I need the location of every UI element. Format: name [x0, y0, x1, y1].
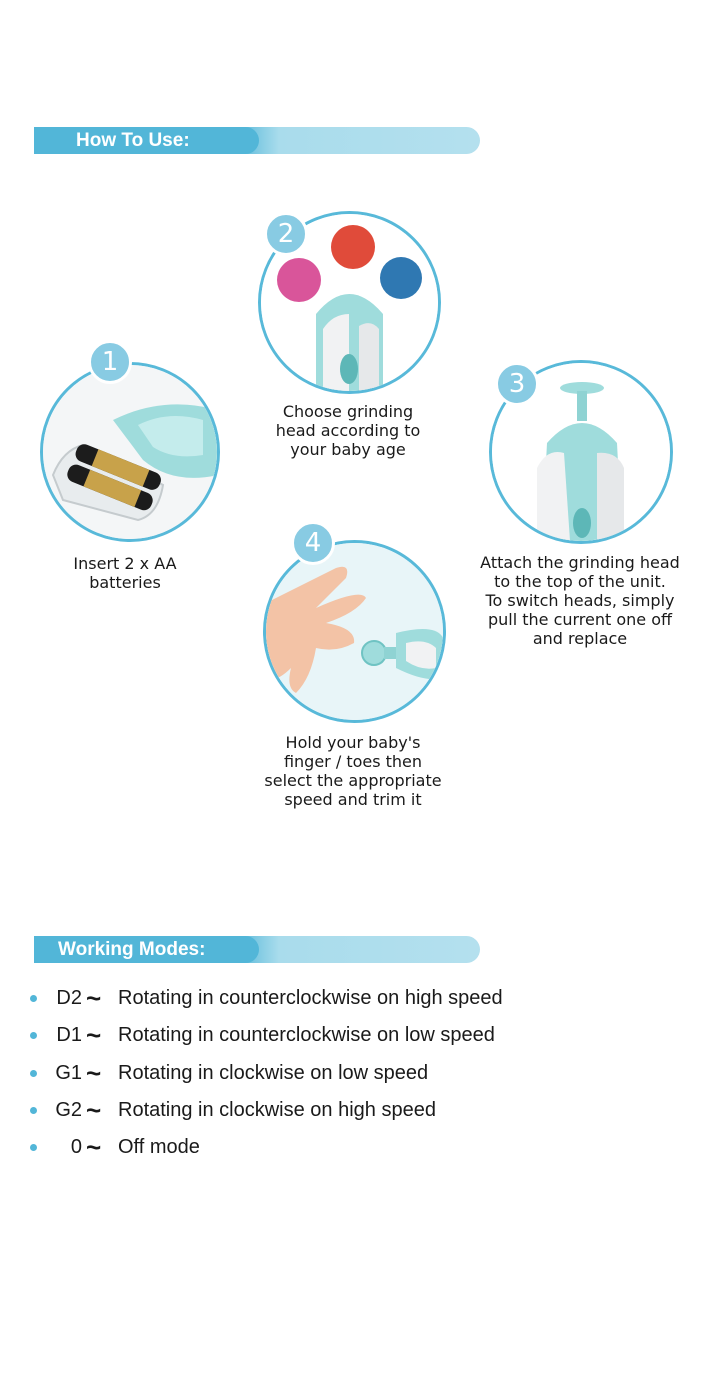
bullet-icon [30, 995, 37, 1002]
tilde-separator: ~ [86, 1095, 102, 1125]
blue-head [380, 257, 422, 299]
working-modes-title: Working Modes: [58, 939, 206, 960]
step-1-caption: Insert 2 x AA batteries [73, 554, 177, 592]
step-1-illustration [40, 362, 220, 542]
mode-description: Rotating in clockwise on high speed [118, 1099, 436, 1121]
how-to-use-title: How To Use: [76, 130, 190, 151]
mode-code: G2 [55, 1099, 82, 1121]
working-modes-banner [34, 936, 480, 963]
bullet-icon [30, 1070, 37, 1077]
mode-code: D2 [56, 987, 82, 1009]
tilde-separator: ~ [86, 1058, 102, 1088]
how-to-use-banner [34, 127, 480, 154]
step-4-caption: Hold your baby's finger / toes then select the appropriate speed and trim it [264, 733, 442, 809]
step-4-number-badge: 4 [291, 521, 335, 565]
mode-description: Rotating in clockwise on low speed [118, 1062, 429, 1084]
battery-compartment-image [43, 365, 217, 539]
step-2-number-badge: 2 [264, 212, 308, 256]
mode-code: D1 [56, 1024, 82, 1046]
mode-description: Off mode [118, 1136, 200, 1158]
bullet-icon [30, 1032, 37, 1039]
mode-description: Rotating in counterclockwise on low speed [118, 1024, 495, 1046]
tilde-separator: ~ [86, 1132, 102, 1162]
red-head [331, 225, 375, 269]
mode-description: Rotating in counterclockwise on high speed [118, 987, 503, 1009]
trimming-finger-image [266, 543, 443, 720]
step-2-caption: Choose grinding head according to your baby age [275, 402, 421, 459]
bullet-icon [30, 1107, 37, 1114]
step-3-caption: Attach the grinding head to the top of the unit. To switch heads, simply pull the current one off and replace [480, 553, 680, 648]
pink-head [277, 258, 321, 302]
mode-code: 0 [70, 1136, 82, 1158]
mode-code: G1 [55, 1062, 82, 1084]
step-4-illustration [263, 540, 446, 723]
step-1-number-badge: 1 [88, 340, 132, 384]
tilde-separator: ~ [86, 983, 102, 1013]
step-3-number-badge: 3 [495, 362, 539, 406]
tilde-separator: ~ [86, 1020, 102, 1050]
bullet-icon [30, 1144, 37, 1151]
